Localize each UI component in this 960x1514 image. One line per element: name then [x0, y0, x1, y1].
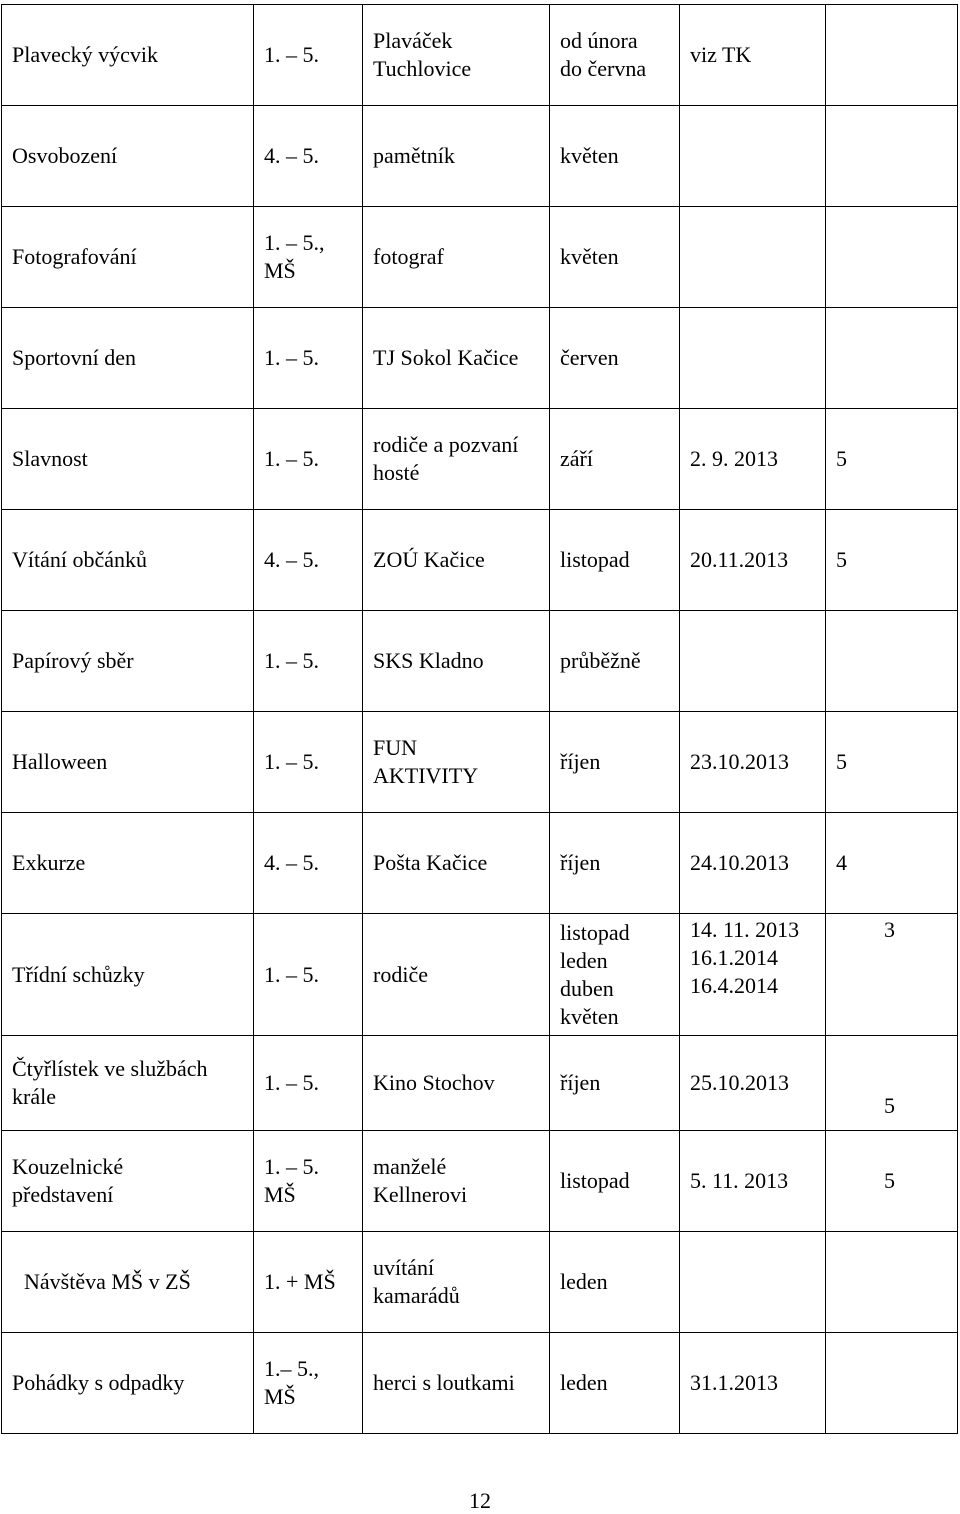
table-row [2, 611, 958, 712]
organizer-cell: rodiče [363, 914, 550, 1036]
when-cell: průběžně [550, 611, 680, 712]
table-row [2, 308, 958, 409]
table-row [2, 712, 958, 813]
organizer-cell: Kino Stochov [363, 1036, 550, 1131]
when-cell: leden [550, 1333, 680, 1434]
date-cell: 25.10.2013 [680, 1036, 826, 1131]
organizer-cell: FUN AKTIVITY [363, 712, 550, 813]
grades-cell: 1. – 5., MŠ [254, 207, 363, 308]
when-cell: říjen [550, 813, 680, 914]
when-cell: listopad [550, 1131, 680, 1232]
when-cell: květen [550, 207, 680, 308]
grades-cell: 4. – 5. [254, 510, 363, 611]
date-cell [680, 1232, 826, 1333]
date-cell: 20.11.2013 [680, 510, 826, 611]
organizer-cell: manželé Kellnerovi [363, 1131, 550, 1232]
when-cell: září [550, 409, 680, 510]
count-cell: 5 [826, 712, 958, 813]
date-cell: 23.10.2013 [680, 712, 826, 813]
table-row [2, 914, 958, 1036]
activity-cell: Třídní schůzky [2, 914, 254, 1036]
organizer-cell: rodiče a pozvaní hosté [363, 409, 550, 510]
grades-cell: 1. – 5. [254, 409, 363, 510]
table-row [2, 1333, 958, 1434]
grades-cell: 1. – 5. [254, 712, 363, 813]
count-cell: 5 [826, 1131, 958, 1232]
date-cell [680, 106, 826, 207]
activity-cell: Čtyřlístek ve službách krále [2, 1036, 254, 1131]
when-cell: leden [550, 1232, 680, 1333]
activity-cell: Fotografování [2, 207, 254, 308]
activity-cell: Plavecký výcvik [2, 5, 254, 106]
table-row [2, 1036, 958, 1131]
activity-cell: Pohádky s odpadky [2, 1333, 254, 1434]
date-cell: 31.1.2013 [680, 1333, 826, 1434]
grades-cell: 1.– 5., MŠ [254, 1333, 363, 1434]
when-cell: červen [550, 308, 680, 409]
organizer-cell: pamětník [363, 106, 550, 207]
count-cell [826, 1333, 958, 1434]
count-cell: 5 [826, 409, 958, 510]
activities-table [1, 4, 958, 1434]
count-cell: 5 [826, 1036, 958, 1131]
date-cell: 5. 11. 2013 [680, 1131, 826, 1232]
activity-cell: Exkurze [2, 813, 254, 914]
when-cell: říjen [550, 712, 680, 813]
activity-cell: Vítání občánků [2, 510, 254, 611]
activity-cell: Halloween [2, 712, 254, 813]
table-row [2, 1232, 958, 1333]
when-cell: říjen [550, 1036, 680, 1131]
when-cell: listopad leden duben květen [550, 914, 680, 1036]
activity-cell: Slavnost [2, 409, 254, 510]
count-cell [826, 308, 958, 409]
grades-cell: 1. – 5. [254, 308, 363, 409]
count-cell [826, 106, 958, 207]
grades-cell: 1. – 5. [254, 5, 363, 106]
table-row [2, 510, 958, 611]
grades-cell: 4. – 5. [254, 106, 363, 207]
grades-cell: 1. – 5. [254, 914, 363, 1036]
table-row [2, 813, 958, 914]
date-cell: 24.10.2013 [680, 813, 826, 914]
activity-cell: Sportovní den [2, 308, 254, 409]
organizer-cell: uvítání kamarádů [363, 1232, 550, 1333]
when-cell: květen [550, 106, 680, 207]
grades-cell: 1. – 5. [254, 611, 363, 712]
count-cell [826, 5, 958, 106]
date-cell: viz TK [680, 5, 826, 106]
page-number: 12 [469, 1488, 491, 1513]
activity-cell: Návštěva MŠ v ZŠ [2, 1232, 254, 1333]
count-cell: 4 [826, 813, 958, 914]
organizer-cell: SKS Kladno [363, 611, 550, 712]
organizer-cell: ZOÚ Kačice [363, 510, 550, 611]
organizer-cell: TJ Sokol Kačice [363, 308, 550, 409]
count-cell [826, 1232, 958, 1333]
table-row [2, 207, 958, 308]
grades-cell: 4. – 5. [254, 813, 363, 914]
count-cell: 5 [826, 510, 958, 611]
date-cell [680, 308, 826, 409]
activity-cell: Kouzelnické představení [2, 1131, 254, 1232]
table-row [2, 409, 958, 510]
date-cell: 2. 9. 2013 [680, 409, 826, 510]
table-row [2, 106, 958, 207]
count-cell [826, 611, 958, 712]
table-row [2, 1131, 958, 1232]
activity-cell: Papírový sběr [2, 611, 254, 712]
grades-cell: 1. – 5. [254, 1036, 363, 1131]
grades-cell: 1. + MŠ [254, 1232, 363, 1333]
count-cell [826, 207, 958, 308]
table-row [2, 5, 958, 106]
organizer-cell: Plaváček Tuchlovice [363, 5, 550, 106]
organizer-cell: fotograf [363, 207, 550, 308]
activity-cell: Osvobození [2, 106, 254, 207]
date-cell [680, 207, 826, 308]
count-cell: 3 [826, 914, 958, 1036]
date-cell: 14. 11. 2013 16.1.2014 16.4.2014 [680, 914, 826, 1036]
grades-cell: 1. – 5. MŠ [254, 1131, 363, 1232]
date-cell [680, 611, 826, 712]
organizer-cell: Pošta Kačice [363, 813, 550, 914]
organizer-cell: herci s loutkami [363, 1333, 550, 1434]
when-cell: listopad [550, 510, 680, 611]
when-cell: od února do června [550, 5, 680, 106]
